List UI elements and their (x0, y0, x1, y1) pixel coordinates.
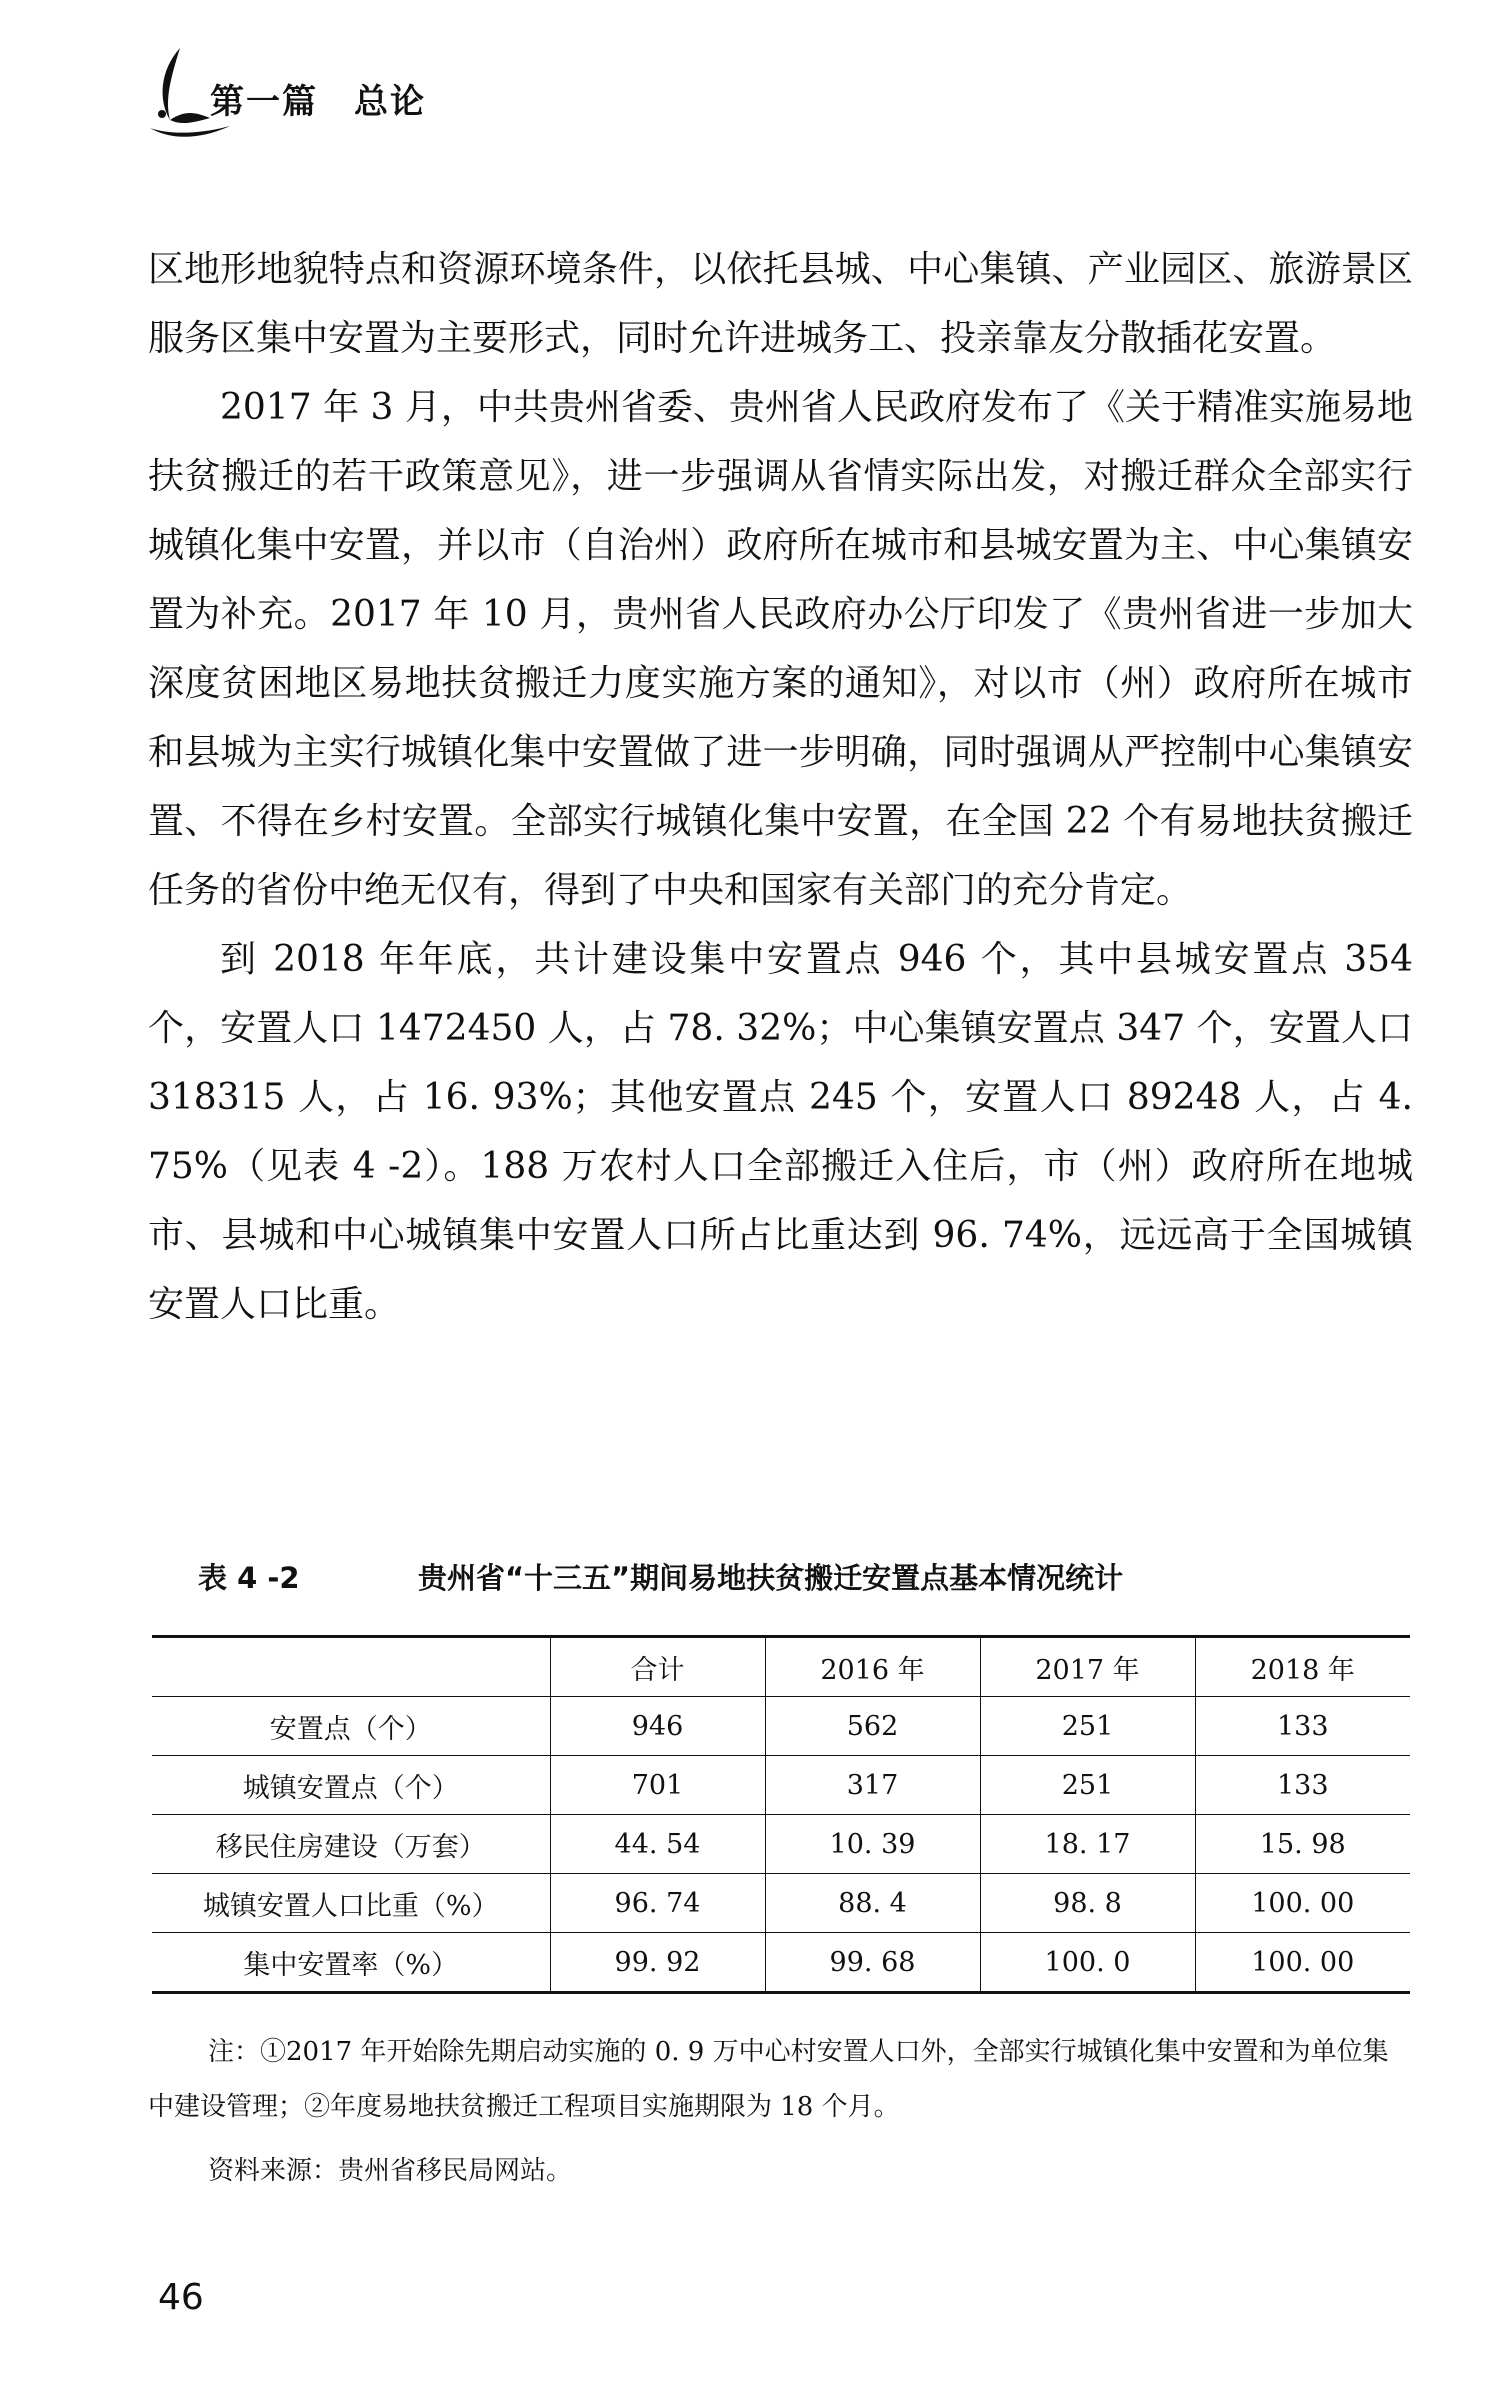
table-header-row (152, 1637, 1410, 1697)
table-cell: 100. 00 (1195, 1874, 1410, 1933)
table-header-cell (152, 1637, 550, 1697)
header-title: 总论 (354, 81, 426, 122)
row-label: 安置点（个） (152, 1697, 550, 1756)
table-note (148, 2025, 1413, 2135)
page-number: 46 (158, 2277, 204, 2318)
note-text: 注：①2017 年开始除先期启动实施的 0. 9 万中心村安置人口外，全部实行城镇化集中安置和为单位集中建设管理；②年度易地扶贫搬迁工程项目实施期限为 18 个月。 (148, 2037, 1389, 2122)
table-cell: 96. 74 (550, 1874, 765, 1933)
header-text (210, 74, 426, 123)
table-row (152, 1933, 1410, 1993)
paragraph: 区地形地貌特点和资源环境条件，以依托县城、中心集镇、产业园区、旅游景区服务区集中安置为主要形式，同时允许进城务工、投亲靠友分散插花安置。 (148, 249, 1413, 359)
table-header-cell: 合计 (550, 1637, 765, 1697)
table-title: 贵州省“十三五”期间易地扶贫搬迁安置点基本情况统计 (418, 1561, 1124, 1595)
table-header-cell: 2017 年 (980, 1637, 1195, 1697)
table-row (152, 1697, 1410, 1756)
table-cell: 10. 39 (765, 1815, 980, 1874)
table-cell: 99. 92 (550, 1933, 765, 1993)
table-cell: 18. 17 (980, 1815, 1195, 1874)
paragraph: 到 2018 年年底，共计建设集中安置点 946 个，其中县城安置点 354 个，安置人口 1472450 人，占 78. 32%；中心集镇安置点 347 个，安置人口 318315 人，占 16. 93%；其他安置点 245 个，安置人口 89248 人，占 4. 75%（见表 4 -2）。188 万农村人口全部搬迁入住后，市（州）政府所在地城市、县城和中心城镇集中安置人口所占比重达到 96. 74%，远远高于全国城镇安置人口比重。 (148, 939, 1413, 1325)
table-cell: 133 (1195, 1756, 1410, 1815)
body-text (148, 235, 1413, 1339)
table-cell: 100. 00 (1195, 1933, 1410, 1993)
table-cell: 100. 0 (980, 1933, 1195, 1993)
table-header-cell: 2016 年 (765, 1637, 980, 1697)
header-part: 第一篇 (210, 81, 318, 122)
row-label: 城镇安置人口比重（%） (152, 1874, 550, 1933)
table-row (152, 1815, 1410, 1874)
table-cell: 99. 68 (765, 1933, 980, 1993)
page-header (140, 40, 426, 150)
row-label: 移民住房建设（万套） (152, 1815, 550, 1874)
table-row (152, 1874, 1410, 1933)
table-row (152, 1756, 1410, 1815)
row-label: 城镇安置点（个） (152, 1756, 550, 1815)
row-label: 集中安置率（%） (152, 1933, 550, 1993)
table-cell: 251 (980, 1756, 1195, 1815)
table-cell: 88. 4 (765, 1874, 980, 1933)
table-cell: 251 (980, 1697, 1195, 1756)
data-source: 资料来源：贵州省移民局网站。 (208, 2156, 573, 2186)
table-cell: 317 (765, 1756, 980, 1815)
table-cell: 98. 8 (980, 1874, 1195, 1933)
table-cell: 562 (765, 1697, 980, 1756)
table-caption (198, 1556, 1348, 1597)
table-cell: 44. 54 (550, 1815, 765, 1874)
paragraph: 2017 年 3 月，中共贵州省委、贵州省人民政府发布了《关于精准实施易地扶贫搬迁的若干政策意见》，进一步强调从省情实际出发，对搬迁群众全部实行城镇化集中安置，并以市（自治州）政府所在城市和县城安置为主、中心集镇安置为补充。2017 年 10 月，贵州省人民政府办公厅印发了《贵州省进一步加大深度贫困地区易地扶贫搬迁力度实施方案的通知》，对以市（州）政府所在城市和县城为主实行城镇化集中安置做了进一步明确，同时强调从严控制中心集镇安置、不得在乡村安置。全部实行城镇化集中安置，在全国 22 个有易地扶贫搬迁任务的省份中绝无仅有，得到了中央和国家有关部门的充分肯定。 (148, 387, 1413, 911)
table-header-cell: 2018 年 (1195, 1637, 1410, 1697)
table-cell: 15. 98 (1195, 1815, 1410, 1874)
table-cell: 946 (550, 1697, 765, 1756)
table-number: 表 4 -2 (198, 1561, 300, 1595)
table-cell: 133 (1195, 1697, 1410, 1756)
resettlement-table (152, 1635, 1410, 1994)
table-cell: 701 (550, 1756, 765, 1815)
